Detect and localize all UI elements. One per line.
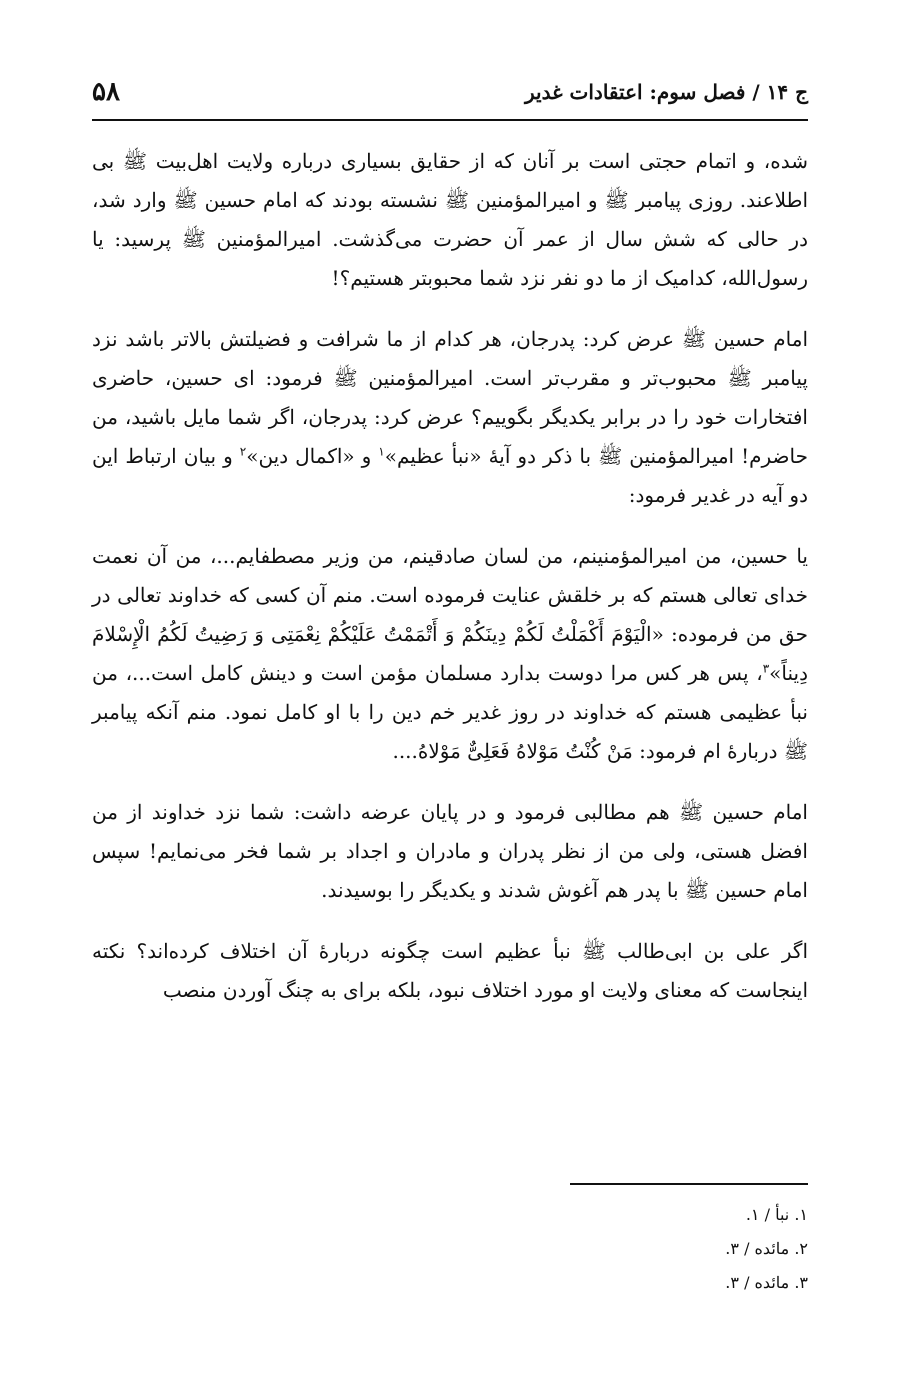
paragraph-5-text: اگر علی بن ابی‌طالب ﷺ نبأ عظیم است چگونه دربارهٔ آن اختلاف کرده‌اند؟ نکته اینجاست که معنای ولایت او مورد اختلاف نبود، بلکه برای به چنگ آوردن منصب (92, 939, 808, 1002)
footnotes (560, 1198, 808, 1300)
page-header (92, 72, 808, 112)
paragraph-2-text-b: و «اکمال دین» (246, 444, 379, 468)
footnote-ref-1[interactable]: ۱ (378, 444, 385, 459)
paragraph-5 (92, 932, 808, 1010)
footnote-2: ۲. مائده / ۳. (725, 1239, 808, 1258)
footnote-divider (570, 1183, 808, 1185)
paragraph-3-text-a: یا حسین، من امیرالمؤمنینم، من لسان صادقینم، من وزیر مصطفایم...، من آن نعمت خدای تعالی هستم که بر خلقش عنایت فرموده است. منم آن کسی که خداوند تعالی در حق من فرموده: «الْیَوْمَ أَکْمَلْتُ لَکُمْ دِینَکُمْ وَ أَتْمَمْتُ عَلَیْکُمْ نِعْمَتِی وَ رَضِیتُ لَکُمُ الْإِسْلامَ دِیناً» (92, 544, 808, 685)
paragraph-2-text-c: و بیان ارتباط این دو آیه در غدیر فرمود: (92, 444, 808, 507)
footnote-1: ۱. نبأ / ۱. (745, 1205, 808, 1224)
page-body (92, 142, 808, 1032)
header-divider (92, 119, 808, 121)
page-number: ۵۸ (92, 77, 120, 107)
paragraph-4 (92, 793, 808, 910)
paragraph-1 (92, 142, 808, 298)
running-head: ج ۱۴ / فصل سوم: اعتقادات غدیر (525, 80, 808, 104)
paragraph-3-quote (92, 537, 808, 771)
footnote-ref-2[interactable]: ۲ (239, 444, 247, 459)
paragraph-3-text-b: ، پس هر کس مرا دوست بدارد مسلمان مؤمن است و دینش کامل است...، من نبأ عظیمی هستم که خداوند در روز غدیر خم دین را با او کامل نمود. منم آنکه پیامبر ﷺ دربارهٔ ام فرمود: مَنْ کُنْتُ مَوْلاهُ فَعَلِیٌّ مَوْلاهُ.... (92, 661, 808, 763)
paragraph-2-text-a: امام حسین ﷺ عرض کرد: پدرجان، هر کدام از ما شرافت و فضیلتش بالاتر باشد نزد پیامبر ﷺ محبوب‌تر و مقرب‌تر است. امیرالمؤمنین ﷺ فرمود: ای حسین، حاضری افتخارات خود را در برابر یکدیگر بگوییم؟ عرض کرد: پدرجان، اگر شما مایل باشید، من حاضرم! امیرالمؤمنین ﷺ با ذکر دو آیهٔ «نبأ عظیم» (92, 327, 809, 468)
paragraph-1-text: شده، و اتمام حجتی است بر آنان که از حقایق بسیاری درباره ولایت اهل‌بیت ﷺ بی اطلاعند. روزی پیامبر ﷺ و امیرالمؤمنین ﷺ نشسته بودند که امام حسین ﷺ وارد شد، در حالی که شش سال از عمر آن حضرت می‌گذشت. امیرالمؤمنین ﷺ پرسید: یا رسول‌الله، کدامیک از ما دو نفر نزد شما محبوبتر هستیم؟! (92, 149, 809, 290)
paragraph-4-text: امام حسین ﷺ هم مطالبی فرمود و در پایان عرضه داشت: شما نزد خداوند از من افضل هستی، ولی من از نظر پدران و مادران و اجداد بر شما فخر می‌نمایم! سپس امام حسین ﷺ با پدر هم آغوش شدند و یکدیگر را بوسیدند. (92, 800, 808, 902)
footnote-ref-3[interactable]: ۳ (762, 661, 770, 676)
paragraph-2 (92, 320, 808, 515)
footnote-3: ۳. مائده / ۳. (725, 1273, 808, 1292)
